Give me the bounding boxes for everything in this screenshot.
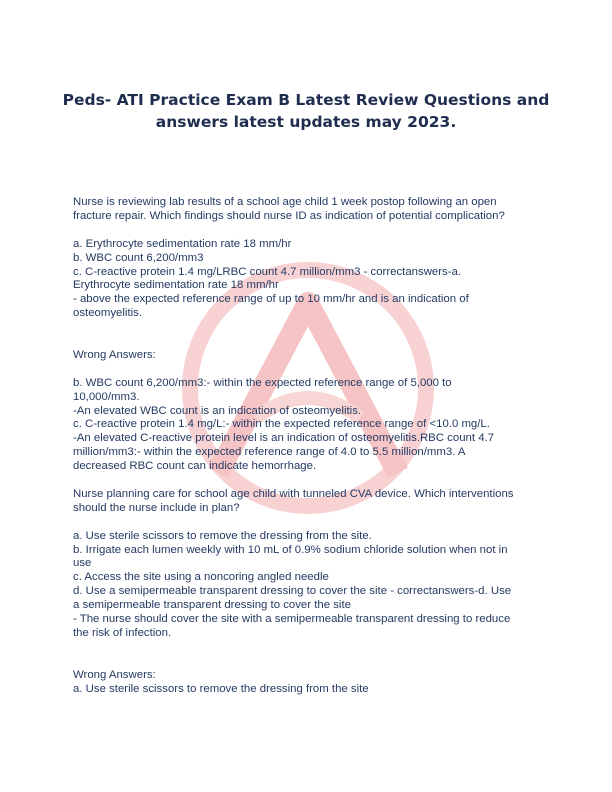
- wrong-answer-line: million/mm3:- within the expected reference range of 4.0 to 5.5 million/mm3. A: [73, 446, 466, 459]
- question-stem: should the nurse include in plan?: [73, 501, 240, 514]
- rationale: - The nurse should cover the site with a semipermeable transparent dressing to reduce: [73, 613, 511, 626]
- rationale: osteomyelitis.: [73, 307, 143, 320]
- question-1: [73, 196, 553, 474]
- answer-option: d. Use a semipermeable transparent dressing to cover the site - correctanswers-d. Use: [73, 585, 512, 598]
- answer-option: a. Use sterile scissors to remove the dressing from the site.: [73, 529, 372, 542]
- answer-option: Erythrocyte sedimentation rate 18 mm/hr: [73, 279, 279, 292]
- wrong-answer-line: -An elevated C-reactive protein level is an indication of osteomyelitis.RBC count 4.7: [73, 432, 495, 445]
- answer-option: b. WBC count 6,200/mm3: [73, 251, 204, 264]
- wrong-answer-line: a. Use sterile scissors to remove the dressing from the site: [73, 682, 369, 695]
- rationale: the risk of infection.: [73, 627, 172, 640]
- answer-option: c. Access the site using a noncoring angled needle: [73, 571, 329, 584]
- answer-option: a. Erythrocyte sedimentation rate 18 mm/hr: [73, 237, 292, 250]
- wrong-answer-line: c. C-reactive protein 1.4 mg/L:- within the expected reference range of <10.0 mg/L.: [73, 418, 490, 431]
- answer-option: c. C-reactive protein 1.4 mg/LRBC count 4.7 million/mm3 - correctanswers-a.: [73, 265, 462, 278]
- wrong-answer-line: decreased RBC count can indicate hemorrhage.: [73, 460, 317, 473]
- question-stem: Nurse planning care for school age child with tunneled CVA device. Which interventions: [73, 487, 514, 500]
- answer-option: use: [73, 557, 92, 570]
- rationale: - above the expected reference range of up to 10 mm/hr and is an indication of: [73, 293, 469, 306]
- wrong-answer-line: b. WBC count 6,200/mm3:- within the expected reference range of 5,000 to: [73, 376, 452, 389]
- wrong-answer-line: 10,000/mm3.: [73, 390, 140, 403]
- document-body: [73, 196, 553, 697]
- question-2: [73, 488, 553, 697]
- document-title: [40, 89, 572, 133]
- answer-option: b. Irrigate each lumen weekly with 10 mL of 0.9% sodium chloride solution when not in: [73, 543, 508, 556]
- question-stem: Nurse is reviewing lab results of a school age child 1 week postop following an open: [73, 196, 497, 208]
- title-line: Peds- ATI Practice Exam B Latest Review Questions and: [62, 91, 550, 109]
- question-stem: fracture repair. Which findings should nurse ID as indication of potential complication?: [73, 209, 505, 222]
- wrong-answer-line: -An elevated WBC count is an indication of osteomyelitis.: [73, 404, 362, 417]
- title-line: answers latest updates may 2023.: [155, 113, 457, 131]
- answer-option: a semipermeable transparent dressing to cover the site: [73, 599, 351, 612]
- wrong-answers-heading: Wrong Answers:: [73, 348, 156, 361]
- wrong-answers-heading: Wrong Answers:: [73, 668, 156, 681]
